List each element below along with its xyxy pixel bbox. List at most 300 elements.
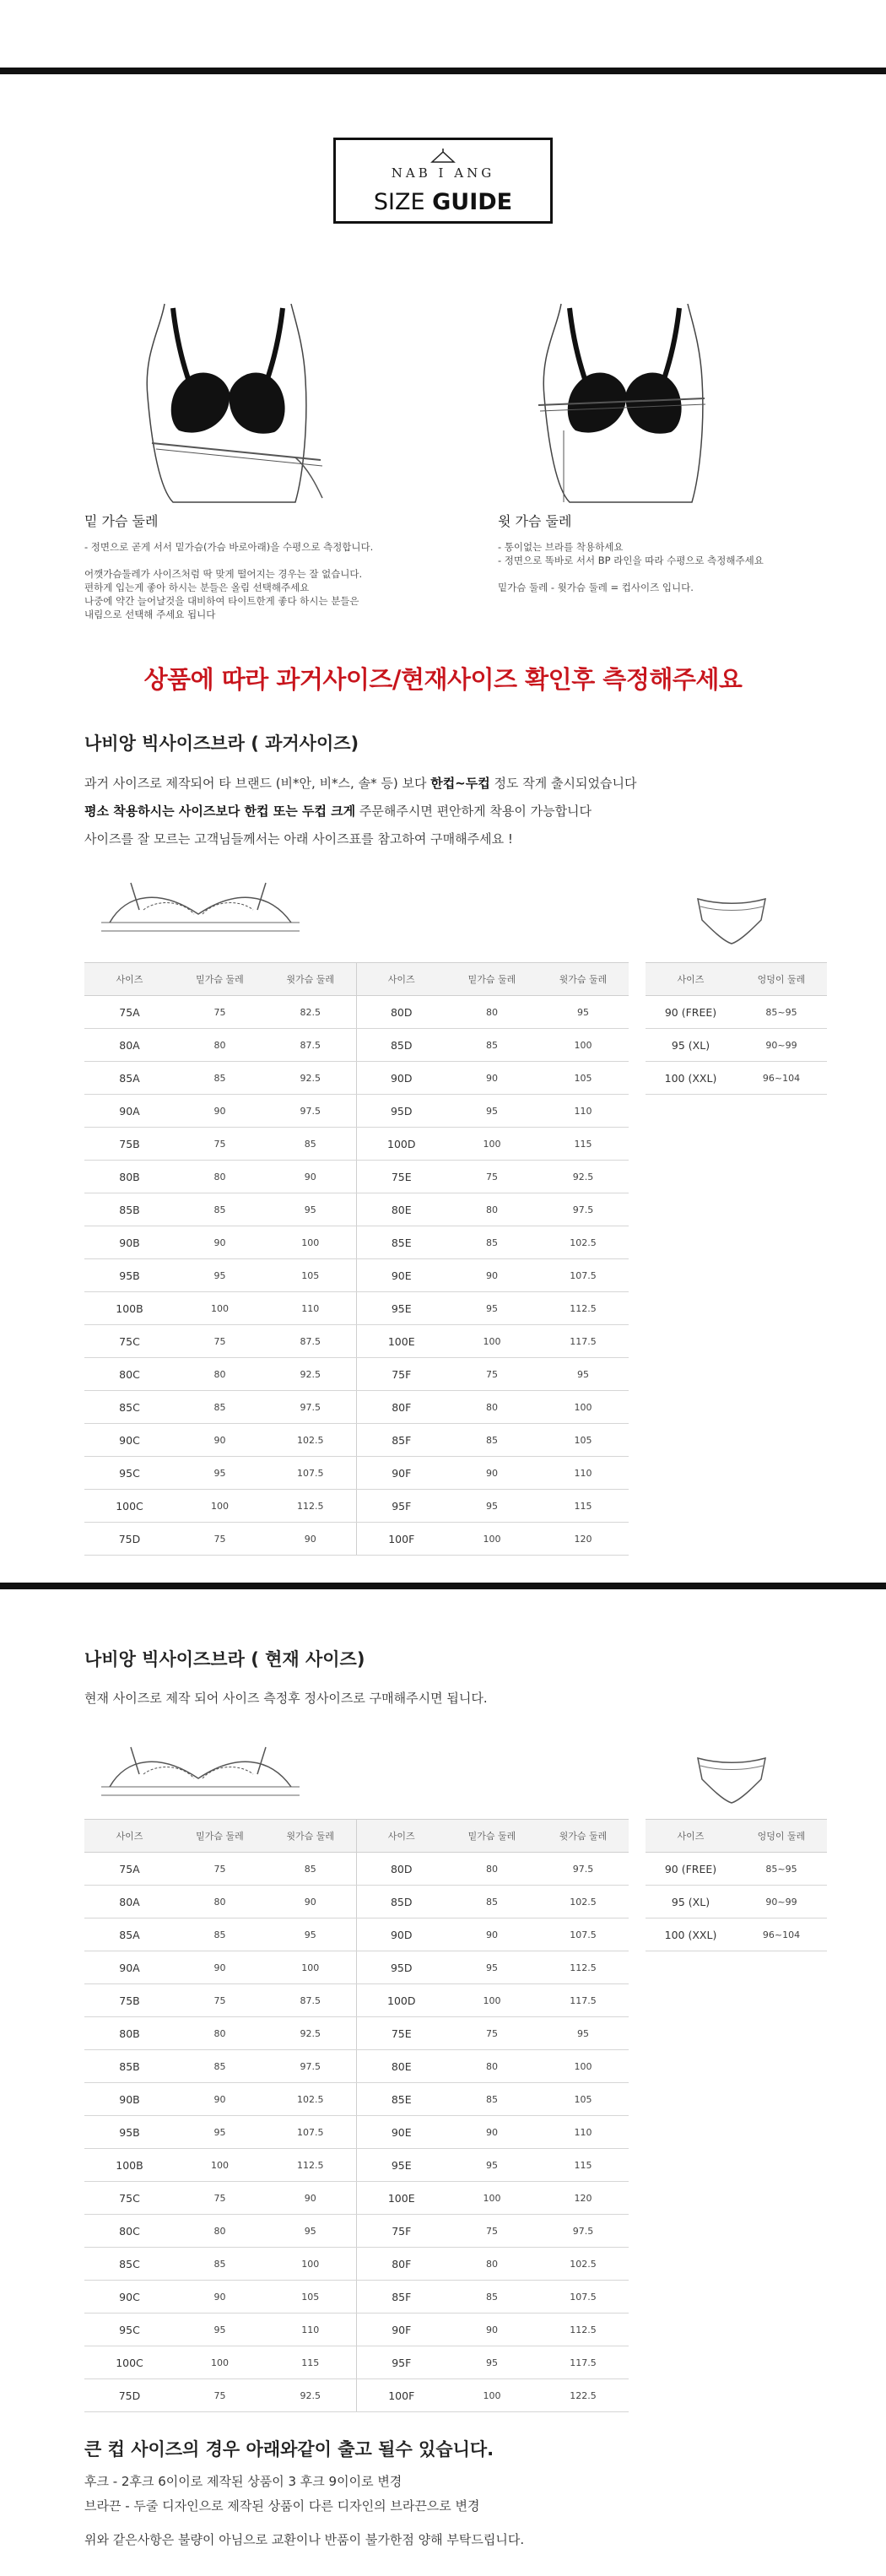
top-bust-cell: 90 (265, 1523, 356, 1556)
table-row (84, 2182, 629, 2215)
size-cell: 90B (84, 1226, 175, 1259)
big-cup-notice-title: 큰 컵 사이즈의 경우 아래와같이 출고 될수 있습니다. (84, 2439, 494, 2460)
table-row (84, 1325, 629, 1358)
header-hip: 엉덩이 둘레 (736, 1820, 827, 1853)
under-bust-cell: 85 (446, 1226, 538, 1259)
under-bust-cell: 75 (175, 1523, 265, 1556)
size-cell: 75A (84, 1853, 175, 1886)
under-bust-cell: 100 (446, 2182, 538, 2215)
top-bust-cell: 92.5 (538, 1161, 629, 1193)
under-bust-diagram (127, 295, 329, 506)
size-cell: 100E (356, 2182, 446, 2215)
under-bust-cell: 95 (175, 2314, 265, 2346)
under-bust-cell: 75 (446, 2017, 538, 2050)
top-bust-cell: 122.5 (538, 2379, 629, 2412)
top-bust-desc: - 통이없는 브라를 착용하세요 - 정면으로 똑바로 서서 BP 라인을 따라 수평으로 측정해주세요 밑가슴 둘레 - 윗가슴 둘레 = 컵사이즈 입니다. (498, 541, 764, 593)
top-bust-cell: 105 (538, 1062, 629, 1095)
top-bust-title: 윗 가슴 둘레 (498, 513, 572, 529)
brand-name: NAB I ANG (391, 165, 495, 181)
top-bust-cell: 112.5 (265, 2149, 356, 2182)
size-cell: 85E (356, 2083, 446, 2116)
size-cell: 80A (84, 1029, 175, 1062)
top-bust-cell: 112.5 (538, 1951, 629, 1984)
under-bust-cell: 95 (446, 1951, 538, 1984)
top-bust-cell: 102.5 (538, 1886, 629, 1918)
under-bust-cell: 80 (175, 1161, 265, 1193)
panty-size-cell: 95 (XL) (646, 1029, 736, 1062)
size-cell: 90E (356, 2116, 446, 2149)
size-cell: 75D (84, 2379, 175, 2412)
table-row (84, 2050, 629, 2083)
top-bust-cell: 90 (265, 1886, 356, 1918)
top-bust-cell: 110 (538, 1457, 629, 1490)
top-bust-cell: 90 (265, 1161, 356, 1193)
top-bust-cell: 107.5 (538, 2281, 629, 2314)
under-bust-cell: 85 (175, 2248, 265, 2281)
size-cell: 80F (356, 2248, 446, 2281)
under-bust-cell: 90 (446, 1457, 538, 1490)
under-bust-cell: 90 (446, 1062, 538, 1095)
panty-size-cell: 90 (FREE) (646, 996, 736, 1029)
under-bust-cell: 75 (446, 1161, 538, 1193)
header-top: 윗가슴 둘레 (265, 1820, 356, 1853)
top-bust-cell: 120 (538, 2182, 629, 2215)
size-cell: 80C (84, 2215, 175, 2248)
top-bust-cell: 97.5 (538, 1853, 629, 1886)
under-bust-cell: 100 (446, 1128, 538, 1161)
size-cell: 90B (84, 2083, 175, 2116)
hip-cell: 85~95 (736, 996, 827, 1029)
size-cell: 100D (356, 1128, 446, 1161)
top-bust-cell: 95 (538, 1358, 629, 1391)
under-bust-cell: 75 (175, 1853, 265, 1886)
header-size: 사이즈 (356, 963, 446, 996)
header-under: 밑가슴 둘레 (446, 963, 538, 996)
size-cell: 95B (84, 2116, 175, 2149)
size-cell: 85D (356, 1886, 446, 1918)
top-bust-cell: 100 (538, 1029, 629, 1062)
hip-cell: 96~104 (736, 1918, 827, 1951)
under-bust-desc: - 정면으로 곧게 서서 밑가슴(가슴 바로아래)을 수평으로 측정합니다. 어깻가슴둘레가 사이즈처럼 딱 맞게 떨어지는 경우는 잘 없습니다. 편하게 입는게 좋아 하시는 분들은 올림 선택해주세요 나중에 약간 늘어날것을 대비하여 타이트한게 좋다 하시는 분들은 내림으로 선택해 주세요 됩니다 (84, 541, 374, 620)
size-cell: 75D (84, 1523, 175, 1556)
size-cell: 95F (356, 1490, 446, 1523)
under-bust-cell: 75 (175, 2379, 265, 2412)
size-cell: 85F (356, 1424, 446, 1457)
under-bust-cell: 95 (175, 2116, 265, 2149)
table-row (84, 1226, 629, 1259)
table-row (84, 1523, 629, 1556)
top-bust-cell: 90 (265, 2182, 356, 2215)
table-row (84, 2379, 629, 2412)
size-cell: 100D (356, 1984, 446, 2017)
table-row (84, 1853, 629, 1886)
table-row (84, 1457, 629, 1490)
logo-title-bold: GUIDE (432, 189, 513, 215)
under-bust-cell: 80 (175, 1029, 265, 1062)
under-bust-cell: 80 (175, 1358, 265, 1391)
current-size-title: 나비앙 빅사이즈브라 ( 현재 사이즈) (84, 1649, 365, 1670)
table-row (84, 1951, 629, 1984)
top-bust-cell: 105 (265, 1259, 356, 1292)
top-bust-cell: 82.5 (265, 996, 356, 1029)
top-bust-cell: 100 (538, 1391, 629, 1424)
top-bust-cell: 92.5 (265, 2379, 356, 2412)
size-cell: 85F (356, 2281, 446, 2314)
size-cell: 80B (84, 1161, 175, 1193)
top-bust-cell: 87.5 (265, 1984, 356, 2017)
under-bust-cell: 85 (175, 2050, 265, 2083)
top-bust-cell: 107.5 (265, 2116, 356, 2149)
bra-sketch-icon (93, 876, 308, 944)
under-bust-cell: 85 (446, 1424, 538, 1457)
size-cell: 95F (356, 2346, 446, 2379)
top-bust-cell: 102.5 (538, 1226, 629, 1259)
table-row (84, 1095, 629, 1128)
top-divider (0, 68, 886, 74)
under-bust-cell: 90 (446, 1259, 538, 1292)
top-bust-cell: 102.5 (265, 1424, 356, 1457)
top-bust-cell: 110 (265, 2314, 356, 2346)
table-row (646, 1886, 827, 1918)
size-cell: 85B (84, 1193, 175, 1226)
size-cell: 80E (356, 1193, 446, 1226)
under-bust-cell: 100 (446, 1984, 538, 2017)
past-panty-size-table (646, 962, 827, 1095)
under-bust-cell: 85 (175, 1391, 265, 1424)
header-size: 사이즈 (356, 1820, 446, 1853)
top-bust-cell: 120 (538, 1523, 629, 1556)
top-bust-cell: 97.5 (538, 2215, 629, 2248)
size-cell: 85A (84, 1062, 175, 1095)
size-cell: 90A (84, 1951, 175, 1984)
current-bra-size-table (84, 1819, 629, 2412)
panty-size-cell: 95 (XL) (646, 1886, 736, 1918)
size-cell: 75B (84, 1128, 175, 1161)
section-divider (0, 1583, 886, 1589)
table-row (646, 1918, 827, 1951)
top-bust-cell: 87.5 (265, 1029, 356, 1062)
table-row (84, 2017, 629, 2050)
current-size-intro (84, 1685, 488, 1713)
top-bust-cell: 92.5 (265, 1358, 356, 1391)
size-cell: 75B (84, 1984, 175, 2017)
top-bust-cell: 112.5 (538, 1292, 629, 1325)
top-bust-cell: 107.5 (538, 1259, 629, 1292)
under-bust-cell: 85 (175, 1193, 265, 1226)
under-bust-cell: 80 (175, 2215, 265, 2248)
top-bust-cell: 117.5 (538, 1325, 629, 1358)
under-bust-cell: 95 (446, 1292, 538, 1325)
notice-line-hook: 후크 - 2후크 6이이로 제작된 상품이 3 후크 9이이로 변경 (84, 2474, 402, 2489)
hip-cell: 90~99 (736, 1029, 827, 1062)
panty-size-cell: 100 (XXL) (646, 1062, 736, 1095)
under-bust-cell: 85 (446, 1886, 538, 1918)
table-row (84, 1062, 629, 1095)
past-size-intro (84, 770, 636, 853)
table-row (84, 1918, 629, 1951)
header-panty-size: 사이즈 (646, 963, 736, 996)
size-cell: 90D (356, 1062, 446, 1095)
under-bust-cell: 95 (446, 1095, 538, 1128)
hip-cell: 96~104 (736, 1062, 827, 1095)
table-row (84, 1193, 629, 1226)
header-top: 윗가슴 둘레 (265, 963, 356, 996)
size-cell: 100B (84, 2149, 175, 2182)
size-cell: 95C (84, 2314, 175, 2346)
header-hip: 엉덩이 둘레 (736, 963, 827, 996)
current-intro-1: 현재 사이즈로 제작 되어 사이즈 측정후 정사이즈로 구매해주시면 됩니다. (84, 1691, 488, 1706)
past-size-title: 나비앙 빅사이즈브라 ( 과거사이즈) (84, 733, 359, 754)
under-bust-cell: 95 (446, 2346, 538, 2379)
under-bust-cell: 90 (446, 1918, 538, 1951)
top-bust-cell: 92.5 (265, 2017, 356, 2050)
header-under: 밑가슴 둘레 (175, 963, 265, 996)
past-bra-size-table (84, 962, 629, 1556)
under-bust-cell: 90 (175, 2281, 265, 2314)
header-panty-size: 사이즈 (646, 1820, 736, 1853)
under-bust-cell: 100 (175, 2149, 265, 2182)
table-row (84, 2083, 629, 2116)
under-bust-cell: 85 (175, 1062, 265, 1095)
size-cell: 80B (84, 2017, 175, 2050)
top-bust-diagram (523, 295, 726, 506)
size-cell: 100C (84, 1490, 175, 1523)
top-bust-cell: 97.5 (265, 1095, 356, 1128)
size-cell: 90A (84, 1095, 175, 1128)
header-top: 윗가슴 둘레 (538, 963, 629, 996)
size-cell: 90E (356, 1259, 446, 1292)
under-bust-cell: 80 (446, 1853, 538, 1886)
under-bust-cell: 75 (175, 1325, 265, 1358)
under-bust-cell: 75 (175, 2182, 265, 2215)
top-bust-cell: 95 (265, 1918, 356, 1951)
hip-cell: 85~95 (736, 1853, 827, 1886)
top-bust-cell: 102.5 (265, 2083, 356, 2116)
under-bust-cell: 80 (446, 2050, 538, 2083)
table-row (84, 1029, 629, 1062)
size-cell: 75C (84, 1325, 175, 1358)
panty-size-cell: 90 (FREE) (646, 1853, 736, 1886)
top-bust-cell: 97.5 (265, 1391, 356, 1424)
under-bust-cell: 75 (446, 2215, 538, 2248)
top-bust-cell: 95 (538, 2017, 629, 2050)
size-cell: 95C (84, 1457, 175, 1490)
under-bust-cell: 90 (175, 1951, 265, 1984)
header-top: 윗가슴 둘레 (538, 1820, 629, 1853)
top-bust-cell: 87.5 (265, 1325, 356, 1358)
header-under: 밑가슴 둘레 (175, 1820, 265, 1853)
size-cell: 80C (84, 1358, 175, 1391)
top-bust-cell: 100 (265, 2248, 356, 2281)
table-row (646, 1853, 827, 1886)
size-cell: 80D (356, 1853, 446, 1886)
table-row (84, 2314, 629, 2346)
top-bust-cell: 107.5 (265, 1457, 356, 1490)
under-bust-cell: 85 (446, 2083, 538, 2116)
under-bust-cell: 95 (175, 1259, 265, 1292)
top-bust-cell: 117.5 (538, 1984, 629, 2017)
under-bust-cell: 100 (446, 1523, 538, 1556)
size-cell: 75F (356, 2215, 446, 2248)
logo-title-light: SIZE (373, 189, 433, 215)
under-bust-cell: 75 (175, 1128, 265, 1161)
under-bust-cell: 90 (446, 2116, 538, 2149)
past-intro-2-end: 주문해주시면 편안하게 착용이 가능합니다 (355, 804, 592, 819)
under-bust-cell: 90 (175, 1095, 265, 1128)
table-row (84, 1391, 629, 1424)
top-bust-cell: 112.5 (538, 2314, 629, 2346)
panty-sketch-icon (694, 1754, 770, 1809)
under-bust-cell: 90 (446, 2314, 538, 2346)
top-bust-cell: 92.5 (265, 1062, 356, 1095)
table-row (84, 1161, 629, 1193)
top-bust-cell: 95 (538, 996, 629, 1029)
size-cell: 100E (356, 1325, 446, 1358)
notice-line-policy: 위와 같은사항은 불량이 아님으로 교환이나 반품이 불가한점 양해 부탁드립니다. (84, 2532, 525, 2547)
under-bust-cell: 75 (175, 996, 265, 1029)
table-row (84, 1886, 629, 1918)
size-cell: 95E (356, 1292, 446, 1325)
size-cell: 100F (356, 1523, 446, 1556)
past-intro-3: 사이즈를 잘 모르는 고객님들께서는 아래 사이즈표를 참고하여 구매해주세요 ! (84, 831, 513, 847)
top-bust-cell: 105 (265, 2281, 356, 2314)
top-bust-cell: 117.5 (538, 2346, 629, 2379)
hip-cell: 90~99 (736, 1886, 827, 1918)
size-cell: 100C (84, 2346, 175, 2379)
under-bust-cell: 85 (175, 1918, 265, 1951)
top-bust-cell: 107.5 (538, 1918, 629, 1951)
size-cell: 85A (84, 1918, 175, 1951)
panty-size-cell: 100 (XXL) (646, 1918, 736, 1951)
size-cell: 100B (84, 1292, 175, 1325)
top-bust-cell: 115 (265, 2346, 356, 2379)
size-cell: 80D (356, 996, 446, 1029)
top-bust-cell: 115 (538, 1128, 629, 1161)
under-bust-cell: 80 (175, 1886, 265, 1918)
past-intro-2-bold: 평소 착용하시는 사이즈보다 한컵 또는 두컵 크게 (84, 804, 356, 819)
size-cell: 80F (356, 1391, 446, 1424)
size-guide-logo (333, 138, 553, 224)
size-cell: 95D (356, 1951, 446, 1984)
size-cell: 90C (84, 2281, 175, 2314)
size-cell: 85B (84, 2050, 175, 2083)
top-bust-cell: 112.5 (265, 1490, 356, 1523)
under-bust-cell: 90 (175, 2083, 265, 2116)
table-row (84, 996, 629, 1029)
under-bust-cell: 75 (446, 1358, 538, 1391)
top-bust-cell: 95 (265, 2215, 356, 2248)
under-bust-cell: 100 (446, 1325, 538, 1358)
table-row (84, 1424, 629, 1457)
size-cell: 85C (84, 2248, 175, 2281)
under-bust-cell: 90 (175, 1424, 265, 1457)
top-bust-cell: 115 (538, 2149, 629, 2182)
table-row (84, 2248, 629, 2281)
table-row (646, 996, 827, 1029)
table-row (84, 1259, 629, 1292)
top-bust-cell: 110 (265, 1292, 356, 1325)
top-bust-cell: 110 (538, 2116, 629, 2149)
size-cell: 75F (356, 1358, 446, 1391)
size-cell: 95D (356, 1095, 446, 1128)
top-bust-cell: 100 (265, 1226, 356, 1259)
header-under: 밑가슴 둘레 (446, 1820, 538, 1853)
table-row (84, 1490, 629, 1523)
under-bust-cell: 100 (175, 2346, 265, 2379)
size-cell: 85E (356, 1226, 446, 1259)
under-bust-cell: 80 (446, 1391, 538, 1424)
top-bust-cell: 100 (265, 1951, 356, 1984)
table-row (84, 1358, 629, 1391)
size-cell: 95E (356, 2149, 446, 2182)
top-bust-cell: 105 (538, 2083, 629, 2116)
table-row (646, 1062, 827, 1095)
top-bust-cell: 85 (265, 1128, 356, 1161)
size-cell: 75E (356, 2017, 446, 2050)
under-bust-cell: 85 (446, 2281, 538, 2314)
bra-sketch-icon (93, 1740, 308, 1808)
table-row (84, 2346, 629, 2379)
top-bust-cell: 115 (538, 1490, 629, 1523)
size-cell: 90F (356, 1457, 446, 1490)
size-cell: 95B (84, 1259, 175, 1292)
size-cell: 80E (356, 2050, 446, 2083)
under-bust-title: 밑 가슴 둘레 (84, 513, 159, 529)
table-row (84, 2116, 629, 2149)
top-bust-cell: 102.5 (538, 2248, 629, 2281)
under-bust-cell: 100 (175, 1490, 265, 1523)
under-bust-cell: 95 (446, 2149, 538, 2182)
under-bust-cell: 95 (446, 1490, 538, 1523)
header-size: 사이즈 (84, 963, 175, 996)
size-cell: 75E (356, 1161, 446, 1193)
past-intro-1: 과거 사이즈로 제작되어 타 브랜드 (비*안, 비*스, 솔* 등) 보다 (84, 776, 431, 791)
table-row (84, 2281, 629, 2314)
panty-sketch-icon (694, 895, 770, 950)
size-cell: 100F (356, 2379, 446, 2412)
past-intro-1-bold: 한컵~두컵 (430, 776, 490, 791)
top-bust-cell: 105 (538, 1424, 629, 1457)
top-bust-cell: 97.5 (538, 1193, 629, 1226)
table-row (646, 1029, 827, 1062)
table-row (84, 1984, 629, 2017)
under-bust-cell: 80 (446, 996, 538, 1029)
top-bust-cell: 97.5 (265, 2050, 356, 2083)
table-row (84, 2215, 629, 2248)
size-cell: 90C (84, 1424, 175, 1457)
under-bust-cell: 80 (446, 2248, 538, 2281)
table-row (84, 1128, 629, 1161)
table-row (84, 2149, 629, 2182)
size-cell: 75A (84, 996, 175, 1029)
under-bust-cell: 80 (175, 2017, 265, 2050)
top-bust-cell: 85 (265, 1853, 356, 1886)
top-bust-cell: 95 (265, 1193, 356, 1226)
under-bust-cell: 100 (446, 2379, 538, 2412)
current-panty-size-table (646, 1819, 827, 1951)
under-bust-cell: 85 (446, 1029, 538, 1062)
header-size: 사이즈 (84, 1820, 175, 1853)
top-bust-cell: 100 (538, 2050, 629, 2083)
size-cell: 90D (356, 1918, 446, 1951)
measure-notice-headline: 상품에 따라 과거사이즈/현재사이즈 확인후 측정해주세요 (143, 665, 743, 694)
under-bust-cell: 90 (175, 1226, 265, 1259)
notice-line-strap: 브라끈 - 두줄 디자인으로 제작된 상품이 다른 디자인의 브라끈으로 변경 (84, 2498, 480, 2514)
table-row (84, 1292, 629, 1325)
hanger-icon (429, 147, 457, 165)
size-cell: 80A (84, 1886, 175, 1918)
size-cell: 75C (84, 2182, 175, 2215)
